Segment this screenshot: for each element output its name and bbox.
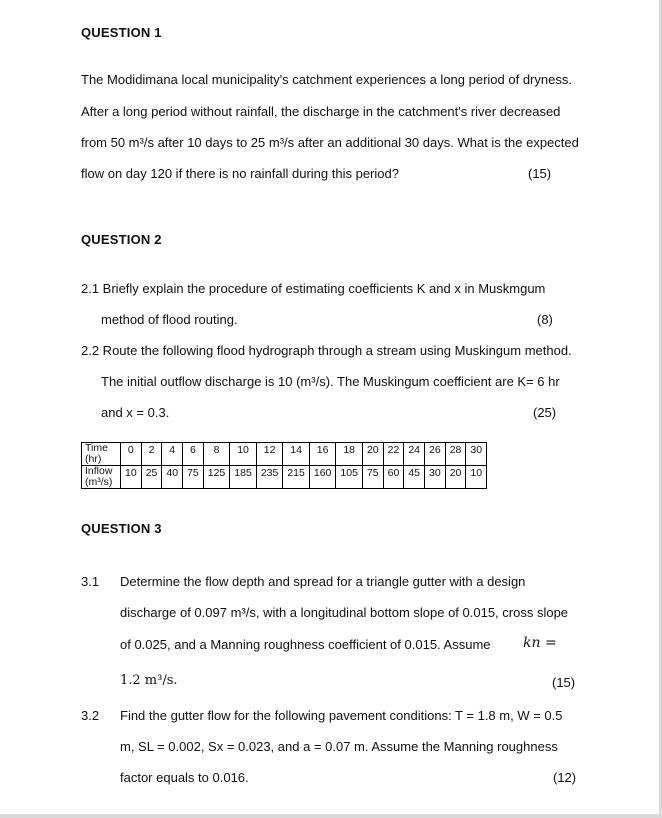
time-cell: 2 — [141, 443, 162, 466]
inflow-cell: 105 — [336, 466, 363, 489]
time-cell: 24 — [404, 443, 425, 466]
q1-text-line-1: The Modidimana local municipality's catchment experiences a long period of dryness. — [81, 72, 572, 87]
q1-text-line-3: from 50 m³/s after 10 days to 25 m³/s after an additional 30 days. What is the expected — [81, 135, 579, 150]
time-cell: 30 — [466, 443, 487, 466]
time-cell: 16 — [309, 443, 336, 466]
q3-1-marks: (15) — [552, 675, 576, 690]
inflow-cell: 10 — [121, 466, 142, 489]
time-cell: 6 — [183, 443, 204, 466]
q2-1-marks: (8) — [537, 312, 553, 327]
time-cell: 26 — [425, 443, 446, 466]
q1-text-line-4: flow on day 120 if there is no rainfall during this period? — [81, 166, 399, 181]
time-cell: 4 — [162, 443, 183, 466]
q2-2-line-3: and x = 0.3. — [101, 405, 170, 420]
inflow-cell: 10 — [466, 466, 487, 489]
q2-2-marks: (25) — [533, 405, 557, 420]
time-cell: 28 — [445, 443, 466, 466]
time-label: Time (hr) — [82, 443, 121, 466]
q3-2-line-1: Find the gutter flow for the following pavement conditions: T = 1.8 m, W = 0.5 — [120, 708, 563, 723]
hydrograph-table — [81, 442, 487, 489]
inflow-cell: 235 — [256, 466, 283, 489]
question-2-heading: QUESTION 2 — [81, 232, 162, 247]
inflow-cell: 185 — [230, 466, 257, 489]
q3-1-line-3: of 0.025, and a Manning roughness coefficient of 0.015. Assume — [120, 637, 491, 652]
q3-1-line-4: 1.2 m³/s. — [120, 673, 178, 688]
inflow-cell: 75 — [362, 466, 383, 489]
inflow-cell: 215 — [283, 466, 310, 489]
time-cell: 14 — [283, 443, 310, 466]
time-cell: 22 — [383, 443, 404, 466]
inflow-label: Inflow (m³/s) — [82, 466, 121, 489]
q3-2-line-2: m, SL = 0.002, Sx = 0.023, and a = 0.07 m. Assume the Manning roughness — [120, 739, 558, 754]
inflow-cell: 30 — [425, 466, 446, 489]
question-1-heading: QUESTION 1 — [81, 25, 162, 40]
q3-1-line-1: Determine the flow depth and spread for a triangle gutter with a design — [120, 574, 526, 589]
q2-1-line-2: method of flood routing. — [101, 312, 238, 327]
q2-1-line-1: 2.1 Briefly explain the procedure of estimating coefficients K and x in Muskmgum — [81, 281, 546, 296]
time-cell: 20 — [362, 443, 383, 466]
inflow-cell: 20 — [445, 466, 466, 489]
time-cell: 12 — [256, 443, 283, 466]
q2-2-line-1: 2.2 Route the following flood hydrograph through a stream using Muskingum method. — [81, 343, 572, 358]
inflow-cell: 40 — [162, 466, 183, 489]
time-cell: 10 — [230, 443, 257, 466]
page-edge-bottom — [0, 814, 662, 818]
q3-1-number: 3.1 — [81, 574, 100, 589]
time-row — [82, 443, 487, 466]
q3-2-marks: (12) — [553, 770, 577, 785]
inflow-cell: 60 — [383, 466, 404, 489]
inflow-row — [82, 466, 487, 489]
q1-text-line-2: After a long period without rainfall, the discharge in the catchment's river decreased — [81, 104, 561, 119]
inflow-cell: 75 — [183, 466, 204, 489]
time-cell: 8 — [203, 443, 230, 466]
q3-1-kn-formula: kn = — [523, 635, 557, 651]
q3-2-number: 3.2 — [81, 708, 100, 723]
q3-2-line-3: factor equals to 0.016. — [120, 770, 249, 785]
q2-2-line-2: The initial outflow discharge is 10 (m³/s). The Muskingum coefficient are K= 6 hr — [101, 374, 560, 389]
inflow-cell: 25 — [141, 466, 162, 489]
inflow-cell: 160 — [309, 466, 336, 489]
inflow-cell: 45 — [404, 466, 425, 489]
time-cell: 0 — [121, 443, 142, 466]
inflow-cell: 125 — [203, 466, 230, 489]
q1-marks: (15) — [528, 166, 552, 181]
q3-1-line-2: discharge of 0.097 m³/s, with a longitudinal bottom slope of 0.015, cross slope — [120, 605, 569, 620]
time-cell: 18 — [336, 443, 363, 466]
question-3-heading: QUESTION 3 — [81, 521, 162, 536]
